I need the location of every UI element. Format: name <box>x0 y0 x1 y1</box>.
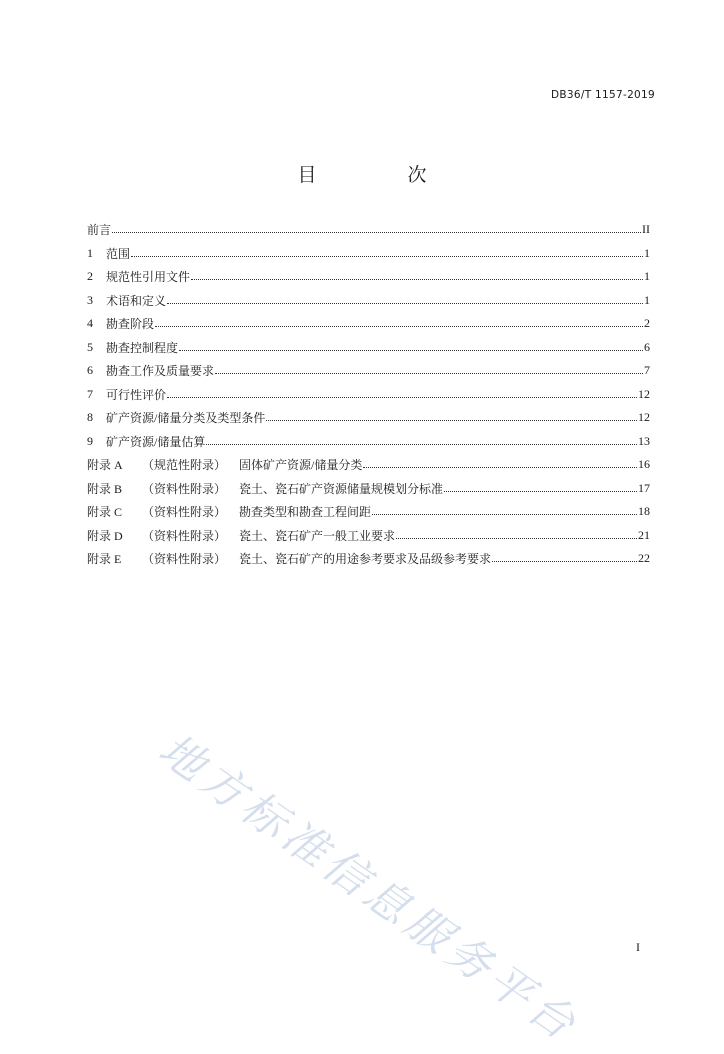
toc-entry-appendix-a[interactable] <box>87 453 650 477</box>
toc-entry-title: 勘查阶段 <box>106 317 155 332</box>
standard-code: DB36/T 1157-2019 <box>551 89 655 101</box>
dot-leader <box>206 443 637 445</box>
appendix-title: 固体矿产资源/储量分类 <box>239 458 363 473</box>
toc-entry-title: 前言 <box>87 223 112 238</box>
toc-entry-estimation[interactable] <box>87 430 650 454</box>
toc-entry-number: 1 <box>87 245 93 260</box>
toc-entry-appendix-c[interactable] <box>87 500 650 524</box>
toc-entry-number: 7 <box>87 386 93 401</box>
dot-leader <box>131 255 643 257</box>
dot-leader <box>167 302 643 304</box>
toc-entry-page: 1 <box>644 245 650 260</box>
dot-leader <box>444 490 637 492</box>
toc-entry-title: 勘查工作及质量要求 <box>106 364 215 379</box>
appendix-label: 附录 D <box>87 528 123 543</box>
toc-entry-number: 9 <box>87 433 93 448</box>
appendix-title: 瓷土、瓷石矿产的用途参考要求及品级参考要求 <box>239 552 492 567</box>
toc-entry-appendix-e[interactable] <box>87 547 650 571</box>
dot-leader <box>363 466 637 468</box>
toc-entry-page: 17 <box>638 480 650 495</box>
dot-leader <box>396 537 637 539</box>
toc-entry-page: 12 <box>638 410 650 425</box>
dot-leader <box>155 325 643 327</box>
appendix-label: 附录 B <box>87 481 123 496</box>
toc-entry-terms[interactable] <box>87 289 650 313</box>
toc-entry-page: 22 <box>638 551 650 566</box>
toc-entry-number: 5 <box>87 339 93 354</box>
toc-entry-number: 6 <box>87 363 93 378</box>
toc-entry-title: 勘查控制程度 <box>106 340 179 355</box>
appendix-label: 附录 A <box>87 458 123 473</box>
appendix-title: 瓷土、瓷石矿产资源储量规模划分标准 <box>239 481 444 496</box>
toc-entry-work-quality[interactable] <box>87 359 650 383</box>
toc-entry-feasibility[interactable] <box>87 383 650 407</box>
toc-entry-scope[interactable] <box>87 242 650 266</box>
toc-entry-page: 6 <box>644 339 650 354</box>
table-of-contents <box>87 218 650 571</box>
toc-entry-page: 7 <box>644 363 650 378</box>
toc-entry-number: 8 <box>87 410 93 425</box>
toc-entry-foreword[interactable] <box>87 218 650 242</box>
watermark: 地方标准信息服务平台 <box>149 724 589 1053</box>
toc-entry-number: 3 <box>87 292 93 307</box>
dot-leader <box>167 396 637 398</box>
toc-entry-title: 范围 <box>106 246 131 261</box>
dot-leader <box>215 372 643 374</box>
toc-entry-page: 1 <box>644 292 650 307</box>
dot-leader <box>112 231 641 233</box>
toc-entry-page: II <box>642 222 650 237</box>
appendix-type: （资料性附录） <box>142 505 227 520</box>
dot-leader <box>266 419 637 421</box>
appendix-type: （资料性附录） <box>142 528 227 543</box>
appendix-type: （资料性附录） <box>142 552 227 567</box>
dot-leader <box>179 349 643 351</box>
toc-entry-exploration-stages[interactable] <box>87 312 650 336</box>
toc-entry-title: 规范性引用文件 <box>106 270 191 285</box>
toc-entry-title: 可行性评价 <box>106 387 167 402</box>
toc-entry-control-degree[interactable] <box>87 336 650 360</box>
toc-entry-appendix-d[interactable] <box>87 524 650 548</box>
appendix-label: 附录 C <box>87 505 123 520</box>
appendix-type: （资料性附录） <box>142 481 227 496</box>
toc-entry-normative-references[interactable] <box>87 265 650 289</box>
toc-entry-page: 21 <box>638 527 650 542</box>
toc-entry-title: 术语和定义 <box>106 293 167 308</box>
appendix-label: 附录 E <box>87 552 122 567</box>
toc-entry-page: 13 <box>638 433 650 448</box>
toc-entry-number: 2 <box>87 269 93 284</box>
dot-leader <box>492 560 637 562</box>
toc-title: 目 次 <box>297 164 463 186</box>
toc-entry-page: 16 <box>638 457 650 472</box>
toc-entry-classification[interactable] <box>87 406 650 430</box>
appendix-title: 瓷土、瓷石矿产一般工业要求 <box>239 528 396 543</box>
toc-entry-page: 12 <box>638 386 650 401</box>
toc-entry-appendix-b[interactable] <box>87 477 650 501</box>
dot-leader <box>191 278 643 280</box>
dot-leader <box>372 513 637 515</box>
toc-entry-number: 4 <box>87 316 93 331</box>
appendix-title: 勘查类型和勘查工程间距 <box>239 505 372 520</box>
page-number: I <box>636 940 640 954</box>
toc-entry-page: 18 <box>638 504 650 519</box>
toc-entry-page: 1 <box>644 269 650 284</box>
toc-entry-page: 2 <box>644 316 650 331</box>
toc-entry-title: 矿产资源/储量分类及类型条件 <box>106 411 266 426</box>
appendix-type: （规范性附录） <box>142 458 227 473</box>
toc-entry-title: 矿产资源/储量估算 <box>106 434 206 449</box>
